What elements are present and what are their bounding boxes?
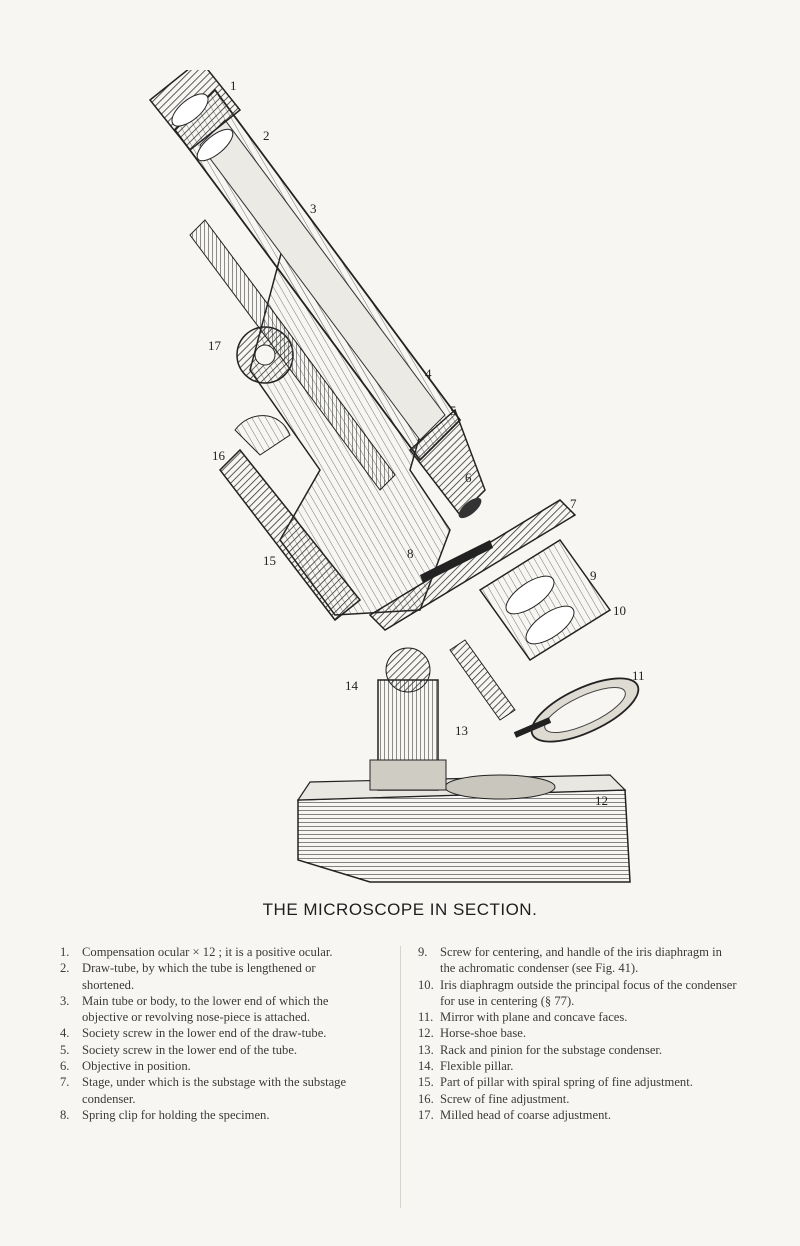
- mirror: [515, 666, 647, 755]
- legend-item-13: 13. Rack and pinion for the substage condenser.: [418, 1042, 663, 1057]
- legend-item-1: 1. Compensation ocular × 12 ; it is a positive ocular.: [60, 945, 333, 959]
- callout-8: 8: [407, 546, 414, 561]
- legend-item-12: 12. Horse-shoe base.: [418, 1026, 527, 1041]
- legend-left-column: [60, 944, 360, 1123]
- microscope-drawing: [120, 70, 680, 900]
- legend-item-11: 11. Mirror with plane and concave faces.: [418, 1010, 628, 1025]
- legend-item-14: 14. Flexible pillar.: [418, 1059, 514, 1074]
- column-divider: [400, 946, 401, 1208]
- legend-item-4: 4. Society screw in the lower end of the draw-tube.: [60, 1026, 327, 1041]
- callout-16: 16: [212, 448, 225, 463]
- legend-right-column: [418, 944, 740, 1123]
- legend-item-2: 2. Draw-tube, by which the tube is lengthened or shortened.: [60, 961, 316, 992]
- legend-item-3: 3. Main tube or body, to the lower end of which the objective or revolving nose-piece is attached.: [60, 993, 329, 1025]
- callout-2: 2: [263, 128, 270, 143]
- legend-item-17: 17. Milled head of coarse adjustment.: [418, 1107, 612, 1122]
- callout-5: 5: [450, 403, 457, 418]
- callout-14: 14: [345, 678, 358, 693]
- legend-item-16: 16. Screw of fine adjustment.: [418, 1091, 570, 1106]
- callout-10: 10: [613, 603, 626, 618]
- callout-9: 9: [590, 568, 597, 583]
- legend-item-7: 7. Stage, under which is the substage with the substage condenser.: [60, 1075, 347, 1106]
- legend-item-15: 15. Part of pillar with spiral spring of fine adjustment.: [418, 1075, 693, 1090]
- legend-item-8: 8. Spring clip for holding the specimen.: [60, 1107, 270, 1122]
- callout-7: 7: [570, 496, 577, 511]
- callout-11: 11: [632, 668, 645, 683]
- legend-item-5: 5. Society screw in the lower end of the tube.: [60, 1042, 298, 1057]
- callout-6: 6: [465, 470, 472, 485]
- callout-13: 13: [455, 723, 468, 738]
- pillar: [370, 648, 446, 790]
- callout-12: 12: [595, 793, 608, 808]
- microscope-section-illustration: [120, 70, 680, 900]
- callout-15: 15: [263, 553, 276, 568]
- horseshoe-base: [298, 775, 630, 882]
- legend-item-9: 9. Screw for centering, and handle of the iris diaphragm in the achromatic condenser (see Fig. 41).: [418, 945, 722, 976]
- callout-3: 3: [310, 201, 317, 216]
- legend-item-6: 6. Objective in position.: [60, 1059, 191, 1074]
- legend-item-10: 10. Iris diaphragm outside the principal focus of the condenser for use in centering (§ 77).: [418, 977, 737, 1008]
- figure-caption: THE MICROSCOPE IN SECTION.: [262, 900, 538, 919]
- callout-4: 4: [425, 366, 432, 381]
- callout-1: 1: [230, 78, 237, 93]
- callout-17: 17: [208, 338, 221, 353]
